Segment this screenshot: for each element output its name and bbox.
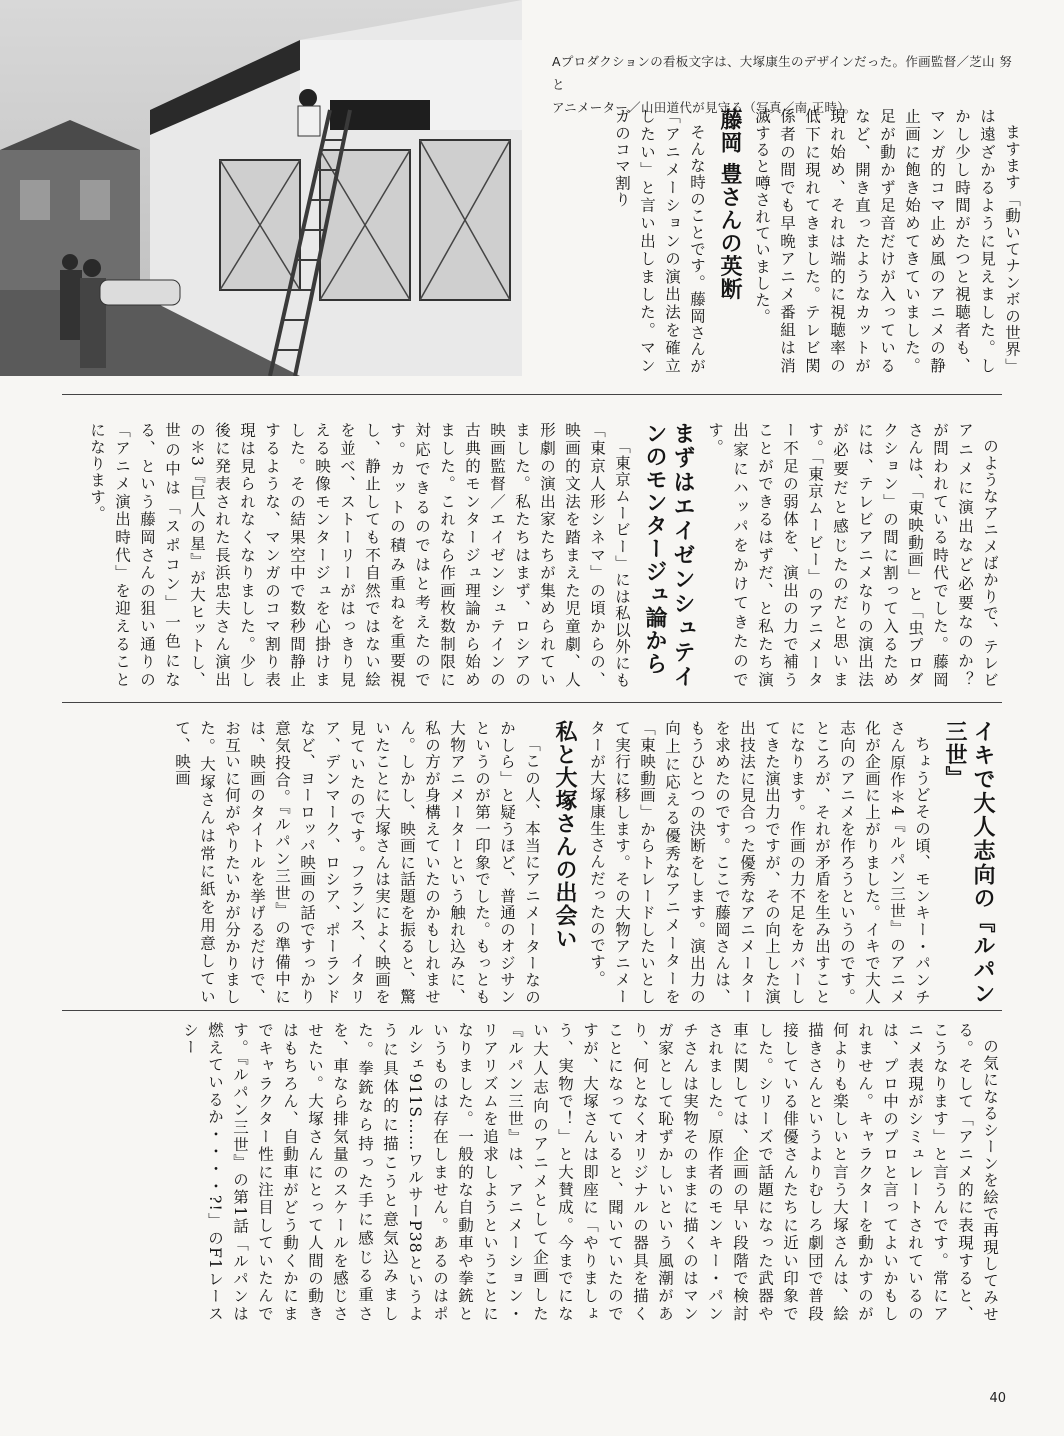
paragraph: ちょうどその頃、モンキー・パンチさん原作＊4『ルパン三世』のアニメ化が企画に上がりました。イキで大人志向のアニメを作ろうというのです。ところが、それが矛盾を生み出すことになります。作画の力不足をカバーしてきた演出力ですが、その向上した演出技法に見合った優秀なアニメーターを求めたのです。ここで藤岡さんは、もうひとつの決断をします。演出力の向上に応える優秀なアニメーターを「東映動画」からトレードしたいとして実行に移します。その大物アニメーターが大塚康生さんだったのです。 — [588, 720, 931, 1005]
divider — [62, 1010, 1002, 1011]
paragraph: ますます「動いてナンボの世界」は遠ざかるように見えました。しかし少し時間がたつと視聴者も、マンガ的コマ止め風のアニメの静止画に飽き始めてきていました。足が動かず足音だけが入っているなど、開き直ったようなカットが現れ始め、それは端的に視聴率の低下に現れてきました。テレビ関係者の間でも早晩アニメ番組は消滅すると噂されていました。 — [753, 108, 1021, 374]
page-number: 40 — [989, 1391, 1006, 1406]
paragraph: 「この人、本当にアニメーターなのかしら」と疑うほど、普通のオジサンというのが第一印象でした。もっとも大物アニメーターという触れ込みに、私の方が身構えていたのかもしれません。しかし、映画に話題を振ると、驚いたことに大塚さんは実によく映画を見ていたのです。フランス、イタリア、デンマーク、ロシア、ポーランドなど、ヨーロッパ映画の話ですっかり意気投合。『ルパン三世』の準備中には、映画のタイトルを挙げるだけで、お互いに何がやりたいかが分かりました。大塚さんは常に紙を用意していて、映画 — [173, 720, 541, 1005]
text-column-row-2 — [62, 422, 1002, 705]
text-column-row-4 — [62, 1022, 1002, 1322]
caption-line-1: Aプロダクションの看板文字は、大塚康生のデザインだった。作画監督／芝山 努と — [552, 54, 1013, 92]
divider — [62, 394, 1002, 395]
paragraph: の気になるシーンを絵で再現してみせる。そして「アニメ的に表現すると、こうなります」と言うんです。常にアニメ表現がシミュレートされているのは、プロ中のプロと言ってよいかもしれません。キャラクターを動かすのが何よりも楽しいと言う大塚さんは、絵描きさんというよりむしろ劇団で普段接している俳優さんたちに近い印象でした。シリーズで話題になった武器や車に関しては、企画の早い段階で検討されました。原作者のモンキー・パンチさんは実物そのままに描くのはマンガ家として恥ずかしいという風潮があり、何となくオリジナルの器具を描くことになっていると、聞いていたのですが、大塚さんは即座に「やりましょう、実物で！」と大賛成。今までにない大人志向のアニメとして企画した『ルパン三世』は、アニメーション・リアリズムを追求しようということになりました。一般的な自動車や拳銃というものは存在しません。あるのはポルシェ911S……ワルサーP38というように具体的に描こうと意気込みました。拳銃なら持った手に感じる重さを、車なら排気量のスケールを感じさせたい。大塚さんにとって人間の動きはもちろん、自動車がどう動くかにまでキャラクター性に注目していたんです。『ルパン三世』の第1話「ルパンは燃えているか・・・・?!」のF1レースシー — [181, 1022, 999, 1322]
divider — [62, 702, 1002, 703]
text-column-row-1 — [552, 108, 1024, 374]
section-heading: 私と大塚さんの出会い — [552, 720, 577, 950]
photo-of-studio-sign-painting-icon — [0, 0, 522, 376]
section-heading: まずはエイゼンシュテインのモンタージュ論から — [642, 422, 695, 688]
text-column-row-3 — [62, 720, 1002, 1005]
paragraph: そんな時のことです。藤岡さんが「アニメーションの演出法を確立したい」と言い出しました。マンガのコマ割り — [613, 108, 706, 374]
paragraph: のようなアニメばかりで、テレビアニメに演出など必要なのか？ が問われている時代でした。藤岡さんは、「東映動画」と「虫プロダクション」の間に割って入るためには、テレビアニメなりの演出法が必要だと感じたのだと思います。「東京ムービー」のアニメーター不足の弱体を、演出の力で補うことができるはずだ、と私たち演出家にハッパをかけてきたのです。 — [706, 422, 999, 705]
caption-line-2: アニメーター／山田道代が見守る（写真／南 正時）。 — [552, 100, 857, 115]
section-heading: イキで大人志向の『ルパン三世』 — [942, 720, 995, 1005]
section-heading: 藤岡 豊さんの英断 — [717, 108, 742, 301]
article-photo — [0, 0, 522, 376]
paragraph: 「東京ムービー」には私以外にも「東京人形シネマ」の頃からの、映画的文法を踏まえた児童劇、人形劇の演出家たちが集められていました。私たちはまず、ロシアの映画監督／エイゼンシュテインの古典的モンタージュ理論から始めました。これなら作画枚数制限に対応できるのではと考えたのです。カットの積み重ねを重要視し、静止しても不自然ではない絵を並べ、ストーリーがはっきり見える映像モンタージュを心掛けました。その結果空中で数秒間静止するような、マンガのコマ割り表現は見られなくなりました。少し後に発表された長浜忠夫さん演出の＊3『巨人の星』が大ヒットし、世の中は「スポコン」一色になる、という藤岡さんの狙い通りの「アニメ演出時代」を迎えることになります。 — [88, 422, 631, 688]
